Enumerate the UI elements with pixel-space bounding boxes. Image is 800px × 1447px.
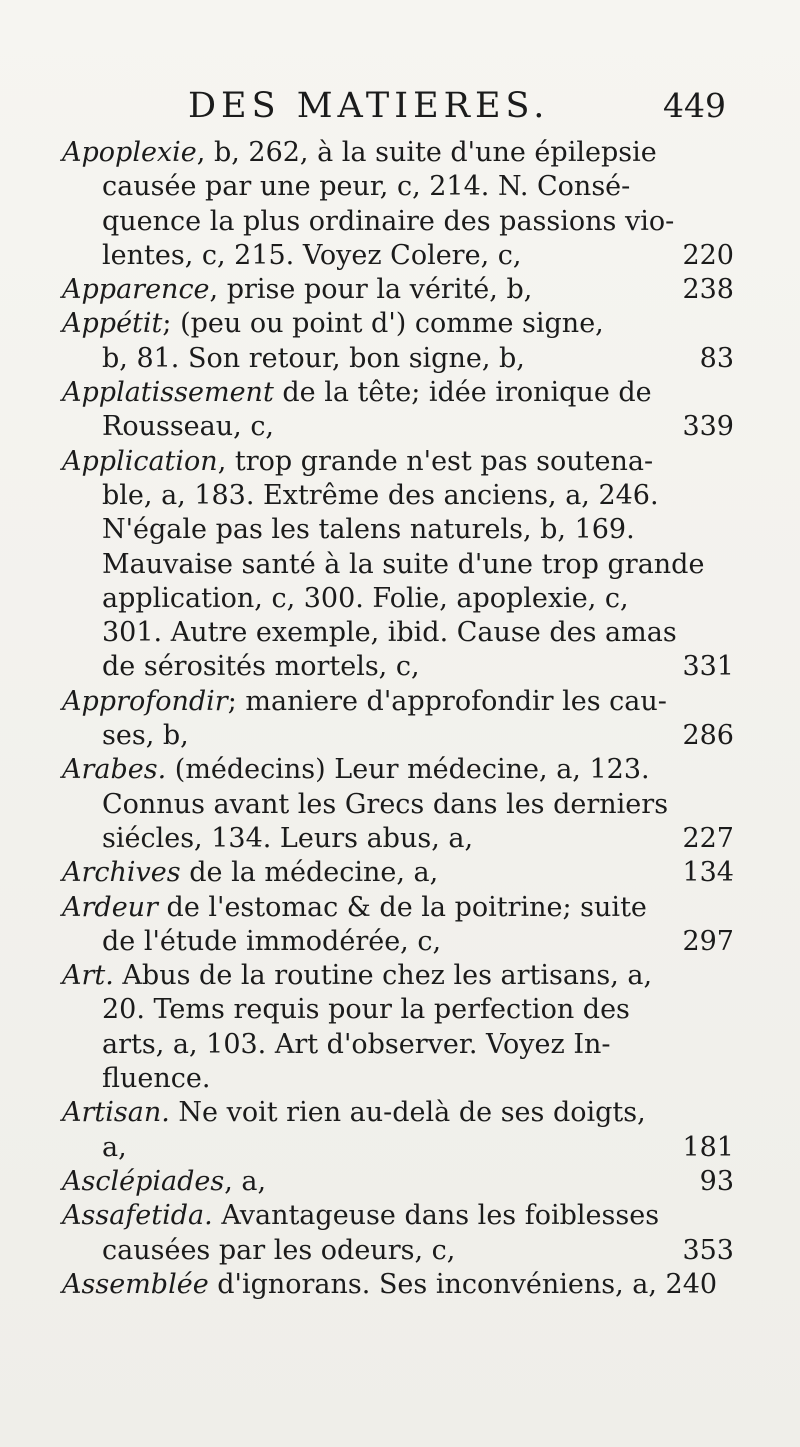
entry-line xyxy=(62,1028,734,1062)
entry-text: ; maniere d'approfondir les cau- xyxy=(227,685,667,717)
entry-text: siécles, 134. Leurs abus, a, xyxy=(102,822,474,854)
entry-text: de la médecine, a, xyxy=(180,857,439,889)
entry-line xyxy=(62,1165,734,1199)
entry-line xyxy=(62,376,734,410)
entry-line xyxy=(62,1096,734,1130)
entry-line xyxy=(62,479,734,513)
index-entry xyxy=(62,959,734,1096)
entry-headword: Arabes. xyxy=(62,754,167,786)
entry-text: 301. Autre exemple, ibid. Cause des amas xyxy=(102,617,677,649)
entry-text: de sérosités mortels, c, xyxy=(102,651,420,683)
entry-headword: Archives xyxy=(62,857,181,889)
entry-text: N'égale pas les talens naturels, b, 169. xyxy=(102,514,635,546)
entry-text: arts, a, 103. Art d'observer. Voyez In- xyxy=(102,1028,611,1060)
index-entry xyxy=(62,376,734,445)
page-reference: 220 xyxy=(682,239,734,271)
entry-headword: Application xyxy=(62,445,218,477)
entry-line xyxy=(62,753,734,787)
running-title: DES MATIERES. xyxy=(188,86,550,126)
entry-text: Mauvaise santé à la suite d'une trop grande xyxy=(102,548,705,580)
entry-line xyxy=(62,891,734,925)
entry-line xyxy=(62,205,734,239)
entry-text: fluence. xyxy=(102,1063,211,1095)
entry-line xyxy=(62,445,734,479)
entry-line xyxy=(62,616,734,650)
index-entry xyxy=(62,753,734,856)
entry-text: de la tête; idée ironique de xyxy=(273,377,652,409)
index-entry xyxy=(62,136,734,273)
page-header xyxy=(188,86,726,136)
entry-text: ses, b, xyxy=(102,720,189,752)
entry-line xyxy=(62,513,734,547)
entry-headword: Apparence xyxy=(62,274,210,306)
entry-line xyxy=(62,788,734,822)
entry-text: ; (peu ou point d') comme signe, xyxy=(162,308,604,340)
index-entry xyxy=(62,445,734,685)
entry-line xyxy=(62,342,734,376)
page-reference: 339 xyxy=(682,411,734,443)
index-entry xyxy=(62,307,734,376)
page-reference: 331 xyxy=(682,651,734,683)
entry-text: causée par une peur, c, 214. N. Consé- xyxy=(102,171,631,203)
entry-line xyxy=(62,170,734,204)
entry-line xyxy=(62,719,734,753)
entry-text: , a, xyxy=(224,1165,267,1197)
entry-line xyxy=(62,856,734,890)
entry-headword: Assemblée xyxy=(62,1268,209,1300)
page-number: 449 xyxy=(663,86,726,125)
entry-text: application, c, 300. Folie, apoplexie, c, xyxy=(102,582,629,614)
entry-text: de l'étude immodérée, c, xyxy=(102,925,442,957)
entry-headword: Art. xyxy=(62,960,114,992)
entry-text: a, xyxy=(102,1131,127,1163)
entry-line xyxy=(62,136,734,170)
entry-line xyxy=(62,1062,734,1096)
entry-text: ble, a, 183. Extrême des anciens, a, 246. xyxy=(102,479,659,511)
entry-line xyxy=(62,650,734,684)
entry-line xyxy=(62,1199,734,1233)
index-entry xyxy=(62,891,734,960)
index-entry xyxy=(62,273,734,307)
entry-headword: Appétit xyxy=(62,308,163,340)
entry-headword: Asclépiades xyxy=(62,1165,225,1197)
index-entry xyxy=(62,1199,734,1268)
entry-line xyxy=(62,307,734,341)
entry-line xyxy=(62,582,734,616)
page-reference: 134 xyxy=(682,857,734,889)
entry-line xyxy=(62,685,734,719)
entry-text: Rousseau, c, xyxy=(102,411,275,443)
entry-text: (médecins) Leur médecine, a, 123. xyxy=(166,754,650,786)
index-entry xyxy=(62,856,734,890)
entry-text: lentes, c, 215. Voyez Colere, c, xyxy=(102,239,522,271)
entry-headword: Ardeur xyxy=(62,891,158,923)
page-reference: 93 xyxy=(699,1165,734,1197)
entry-line xyxy=(62,993,734,1027)
entry-line xyxy=(62,822,734,856)
entry-text: , b, 262, à la suite d'une épilepsie xyxy=(196,137,657,168)
entry-headword: Artisan. xyxy=(62,1097,170,1129)
page-reference: 227 xyxy=(682,822,734,854)
entry-line xyxy=(62,273,734,307)
entry-text: 20. Tems requis pour la perfection des xyxy=(102,994,630,1026)
page-reference: 238 xyxy=(682,274,734,306)
index-entry xyxy=(62,685,734,754)
entry-text: causées par les odeurs, c, xyxy=(102,1234,456,1266)
index-entry xyxy=(62,1096,734,1165)
page-reference: 353 xyxy=(682,1234,734,1266)
entry-line xyxy=(62,1131,734,1165)
entry-text: , trop grande n'est pas soutena- xyxy=(217,445,654,477)
entry-headword: Apoplexie xyxy=(62,137,197,168)
page-reference: 297 xyxy=(682,925,734,957)
entry-text: , prise pour la vérité, b, xyxy=(209,274,533,306)
entry-line xyxy=(62,1234,734,1268)
index-entry xyxy=(62,1165,734,1199)
entry-text: Abus de la routine chez les artisans, a, xyxy=(113,960,653,992)
entry-line xyxy=(62,1268,734,1302)
entry-line xyxy=(62,548,734,582)
index-entries xyxy=(62,136,734,1302)
entry-line xyxy=(62,959,734,993)
page-reference: 286 xyxy=(682,720,734,752)
entry-text: Connus avant les Grecs dans les derniers xyxy=(102,788,669,820)
page-reference: 181 xyxy=(682,1131,734,1163)
entry-text: b, 81. Son retour, bon signe, b, xyxy=(102,342,525,374)
entry-headword: Approfondir xyxy=(62,685,228,717)
entry-headword: Applatissement xyxy=(62,377,274,409)
entry-line xyxy=(62,239,734,273)
entry-text: quence la plus ordinaire des passions vio- xyxy=(102,205,675,237)
entry-line xyxy=(62,410,734,444)
index-entry xyxy=(62,1268,734,1302)
entry-text: Avantageuse dans les foiblesses xyxy=(212,1200,660,1232)
entry-headword: Assafetida. xyxy=(62,1200,213,1232)
entry-line xyxy=(62,925,734,959)
entry-text: Ne voit rien au-delà de ses doigts, xyxy=(169,1097,646,1129)
entry-text: de l'estomac & de la poitrine; suite xyxy=(157,891,647,923)
entry-text: d'ignorans. Ses inconvéniens, a, 240 xyxy=(208,1268,718,1300)
page-reference: 83 xyxy=(699,342,734,374)
